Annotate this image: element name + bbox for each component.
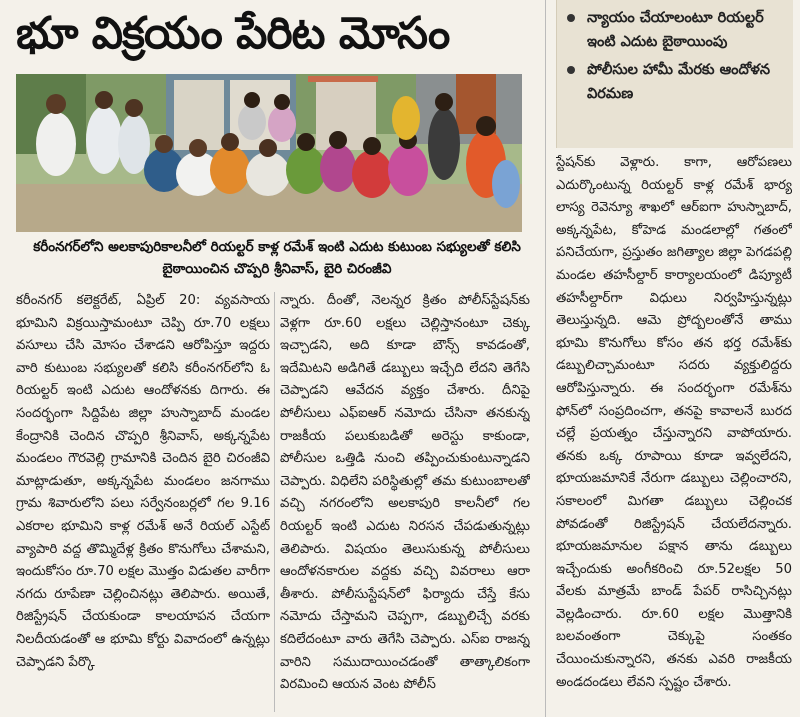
article-column-1: కరీంనగర్ కలెక్టరేట్, ఏప్రిల్ 20: వ్యవసాయ భూమిని విక్రయిస్తామంటూ చెప్పి రూ.70 లక్షలు వసూలు చేసి మోసం చేశాడని ఆరోపిస్తూ ఇద్దరు వారి కుటుంబ సభ్యులతో కలిసి కరీంనగర్‌లోని ఓ రియల్టర్ ఇంటి ఎదుట ఆందోళనకు దిగారు. ఈ సందర్భంగా సిద్దిపేట జిల్లా హుస్నాబాద్ మండల కేంద్రానికి చెందిన చొప్పరి శ్రీనివాస్, అక్కన్నపేట మండలం గౌరవెల్లి గ్రామానికి చెందిన బైరి చిరంజీవి మాట్లాడుతూ, అక్కన్నపేట మండలం జనగాము గ్రామ శివారులోని పలు సర్వేనంబర్లలో గల 9.16 ఎకరాల భూమిని కాళ్ల రమేశ్ అనే రియల్ ఎస్టేట్ వ్యాపారి వద్ద తొమ్మిదేళ్ల క్రితం కొనుగోలు చేశామని, ఇందుకోసం రూ.70 లక్షల మొత్తం విడుతల వారీగా నగదు రూపేణా చెల్లించినట్లు తెలిపారు. అయితే, రిజిస్ట్రేషన్ చేయకుండా కాలయాపన చేయగా నిలదీయడంతో ఆ భూమి కోర్టు వివాదంలో ఉన్నట్లు చెప్పాడని పేర్కొ: [16, 293, 270, 670]
photo-caption: కరీంనగర్‌లోని అలకాపురికాలనీలో రియల్టర్ కాళ్ల రమేశ్ ఇంటి ఎదుట కుటుంబ సభ్యులతో కలిసి బైఠాయించిన చొప్పరి శ్రీనివాస్, బైరి చిరంజీవి: [33, 239, 521, 277]
protest-photo-illustration: [16, 74, 522, 232]
highlight-item: [557, 58, 793, 106]
column-divider: [274, 292, 275, 712]
article-column-2: న్నారు. దీంతో, నెలన్నర క్రితం పోలీస్‌స్టేషన్‌కు వెళ్లగా రూ.60 లక్షలు చెల్లిస్తానంటూ చెక్కు ఇచ్చాడని, అది కూడా బౌన్స్ కావడంతో, ఇదేమిటని అడిగితే డబ్బులు ఇచ్చేది లేదని తెగేసి చెప్పాడని ఆవేదన వ్యక్తం చేశారు. దీనిపై పోలీసులు ఎఫ్‌ఐఆర్ నమోదు చేసినా తనకున్న రాజకీయ పలుకుబడితో అరెస్టు కాకుండా, పోలీసుల ఒత్తిడి నుంచి తప్పించుకుంటున్నాడని చెప్పారు. విధిలేని పరిస్థితుల్లో తమ కుటుంబాలతో వచ్చి నగరంలోని అలకాపురి కాలనీలో గల రియల్టర్ ఇంటి ఎదుట నిరసన చేపడుతున్నట్లు తెలిపారు. విషయం తెలుసుకున్న పోలీసులు ఆందోళనకారుల వద్దకు వచ్చి వివరాలు ఆరా తీశారు. పోలీసుస్టేషన్‌లో ఫిర్యాదు చేస్తే కేసు నమోదు చేస్తామని చెప్పగా, డబ్బులిచ్చే వరకు కదిలేదంటూ వారు తెగేసి చెప్పారు. ఎస్‌ఐ రాజన్న వారిని సముదాయించడంతో తాత్కాలికంగా విరమించి ఆయన వెంట పోలీస్: [280, 293, 530, 693]
highlight-item: [557, 6, 793, 54]
highlight-text: న్యాయం చేయాలంటూ రియల్టర్ ఇంటి ఎదుట బైఠాయింపు: [587, 10, 764, 50]
highlight-text: పోలీసుల హామీ మేరకు ఆందోళన విరమణ: [587, 62, 771, 102]
headline: భూ విక్రయం పేరిట మోసం: [16, 8, 450, 59]
highlights-box: [556, 0, 793, 148]
article-column-3: స్టేషన్‌కు వెళ్లారు. కాగా, ఆరోపణలు ఎదుర్కొంటున్న రియల్టర్ కాళ్ల రమేశ్ భార్య లాస్య రెవెన్యూ శాఖలో ఆర్‌ఐగా హుస్నాబాద్, అక్కన్నపేట, కోహెడ మండలాల్లో గతంలో పనిచేయగా, ప్రస్తుతం జగిత్యాల జిల్లా పెగడపల్లి మండల తహసీల్దార్ కార్యాలయంలో డిప్యూటీ తహసీల్దార్‌గా విధులు నిర్వహిస్తున్నట్లు తెలుస్తున్నది. ఆమె ప్రోద్బలంతోనే తాము భూమి కొనుగోలు కోసం తన భర్త రమేశ్‌కు డబ్బులిచ్చామంటూ సదరు వ్యక్తులిద్దరు ఆరోపిస్తున్నారు. ఈ సందర్భంగా రమేశ్‌ను ఫోన్‌లో సంప్రదించగా, తనపై కావాలనే బురద చల్లే ప్రయత్నం చేస్తున్నారని వాపోయారు. తనకు ఒక్క రూపాయి కూడా ఇవ్వలేదని, భూయజమానికే నేరుగా డబ్బులు చెల్లించారని, సకాలంలో మిగతా డబ్బులు చెల్లించక పోవడంతో రిజిస్ట్రేషన్ చేయలేదన్నారు. భూయజమానుల పక్షాన తాను డబ్బులు ఇచ్చేందుకు అంగీకరించి రూ.52లక్షల 50 వేలకు మాత్రమే బాండ్ పేపర్ రాసిచ్చినట్లు వెల్లడించారు. రూ.60 లక్షల మొత్తానికి బలవంతంగా చెక్కుపై సంతకం చేయించుకున్నారని, తనకు ఎవరి రాజకీయ అండదండలు లేవని స్పష్టం చేశారు.: [556, 155, 792, 690]
bullet-dot-icon: [567, 14, 575, 22]
news-photo: [16, 74, 522, 232]
bullet-dot-icon: [567, 66, 575, 74]
column-divider: [545, 0, 546, 717]
